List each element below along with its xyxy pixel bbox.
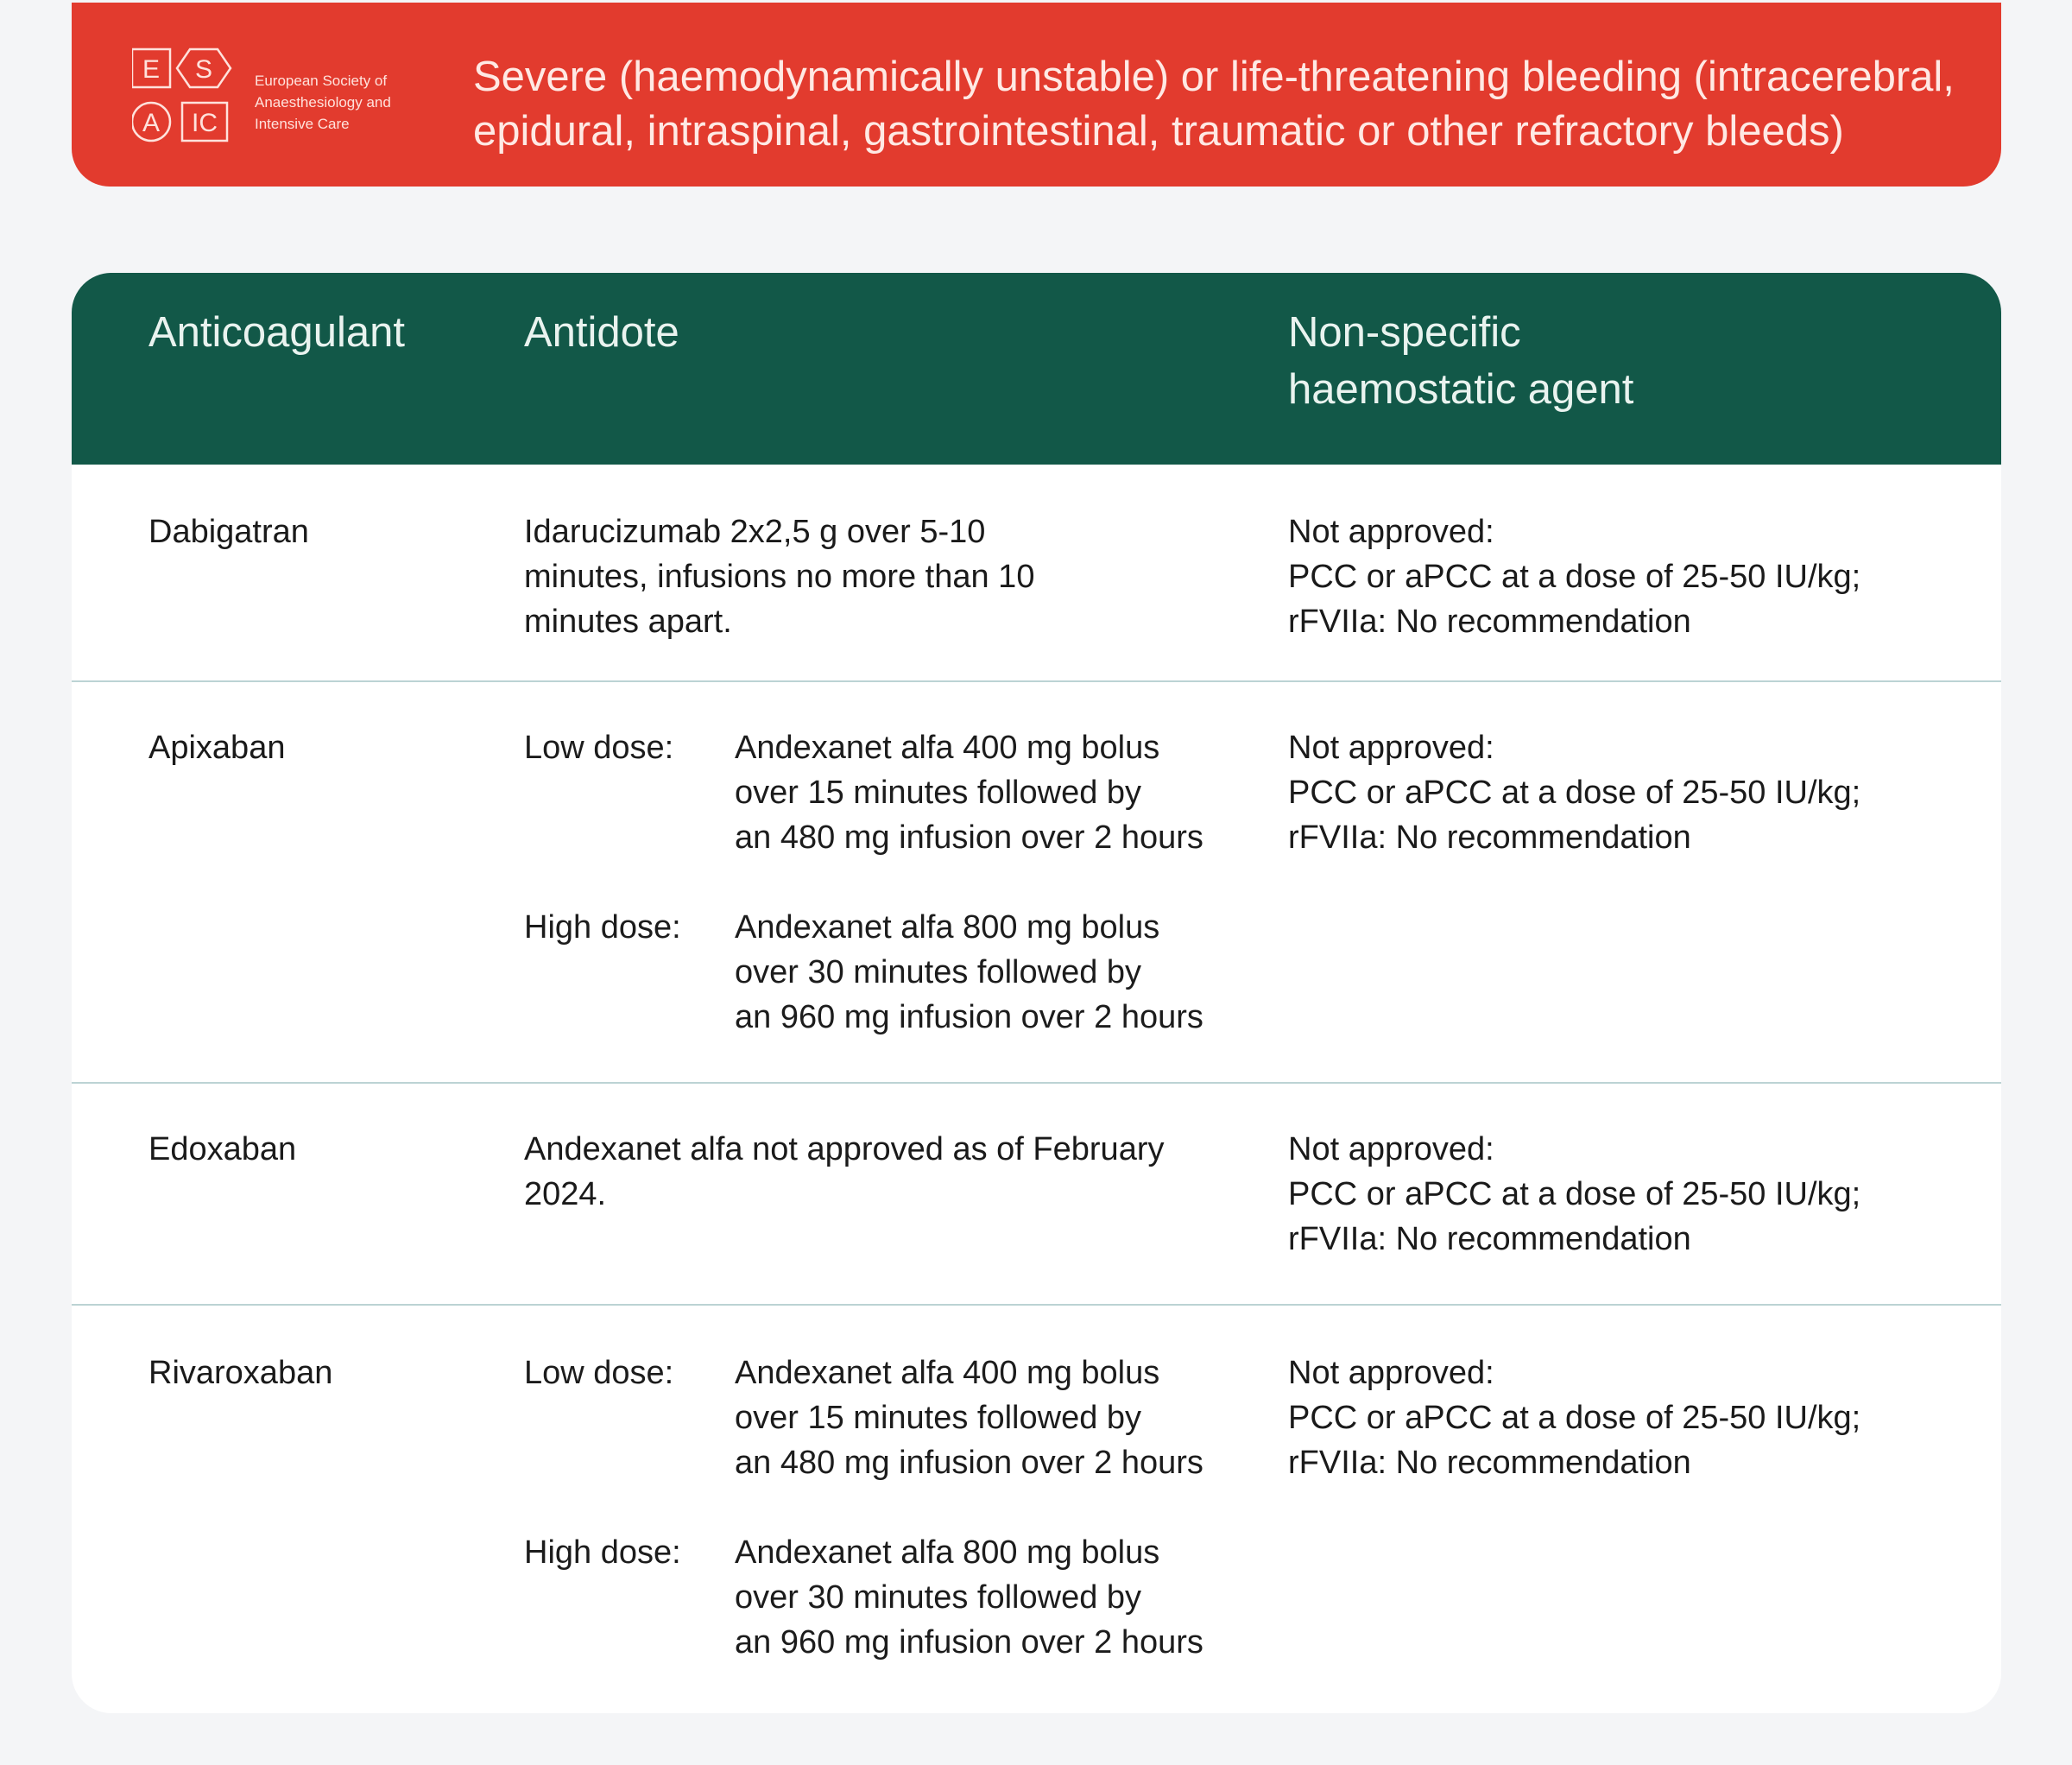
antidote-line: Idarucizumab 2x2,5 g over 5-10 xyxy=(524,514,986,550)
antidote-line: Andexanet alfa not approved as of February xyxy=(524,1131,1165,1167)
header-banner xyxy=(72,3,2001,187)
dose-line: an 480 mg infusion over 2 hours xyxy=(735,819,1203,856)
low-dose-label: Low dose: xyxy=(524,1355,674,1391)
high-dose-text xyxy=(735,905,1270,1040)
anticoagulant-name: Edoxaban xyxy=(148,1131,297,1167)
nonspecific-line: rFVIIa: No recommendation xyxy=(1288,1445,1691,1481)
nonspecific-line: Not approved: xyxy=(1288,730,1494,766)
dose-line: over 30 minutes followed by xyxy=(735,1579,1142,1616)
logo-text-line: Intensive Care xyxy=(255,116,350,132)
nonspecific-line: PCC or aPCC at a dose of 25-50 IU/kg; xyxy=(1288,775,1861,811)
low-dose-text xyxy=(735,1351,1270,1485)
header-nonspecific xyxy=(1288,304,1633,418)
header-antidote: Antidote xyxy=(524,309,679,356)
logo-text-line: European Society of xyxy=(255,73,388,89)
logo-letter-e: E xyxy=(142,55,161,84)
antidote-line: minutes, infusions no more than 10 xyxy=(524,559,1035,595)
nonspecific-text xyxy=(1288,725,1961,860)
logo-text-line: Anaesthesiology and xyxy=(255,94,391,111)
antidote-line: 2024. xyxy=(524,1176,607,1212)
antidote-table xyxy=(72,273,2001,1713)
antidote-text xyxy=(524,1127,1241,1217)
table-header xyxy=(72,273,2001,465)
nonspecific-text xyxy=(1288,509,1961,644)
antidote-text xyxy=(524,509,1241,644)
logo-letter-a: A xyxy=(142,109,161,137)
anticoagulant-name: Rivaroxaban xyxy=(148,1355,333,1391)
high-dose-text xyxy=(735,1530,1270,1665)
dose-line: Andexanet alfa 400 mg bolus xyxy=(735,730,1160,766)
dose-line: Andexanet alfa 800 mg bolus xyxy=(735,909,1160,946)
logo-letter-ic: IC xyxy=(192,109,218,137)
nonspecific-text xyxy=(1288,1127,1961,1262)
dose-line: over 30 minutes followed by xyxy=(735,954,1142,990)
title-line: epidural, intraspinal, gastrointestinal, traumatic or other refractory bleeds) xyxy=(473,108,1844,155)
nonspecific-line: Not approved: xyxy=(1288,1355,1494,1391)
table-row xyxy=(72,1306,2001,1713)
high-dose-label: High dose: xyxy=(524,909,681,946)
dose-line: an 960 mg infusion over 2 hours xyxy=(735,999,1203,1035)
nonspecific-line: rFVIIa: No recommendation xyxy=(1288,1221,1691,1257)
header-nonspecific-line: haemostatic agent xyxy=(1288,366,1634,413)
table-row xyxy=(72,1084,2001,1306)
dose-line: Andexanet alfa 800 mg bolus xyxy=(735,1534,1160,1571)
dose-line: over 15 minutes followed by xyxy=(735,1400,1142,1436)
dose-line: Andexanet alfa 400 mg bolus xyxy=(735,1355,1160,1391)
nonspecific-line: rFVIIa: No recommendation xyxy=(1288,819,1691,856)
low-dose-label: Low dose: xyxy=(524,730,674,766)
dose-line: over 15 minutes followed by xyxy=(735,775,1142,811)
nonspecific-line: rFVIIa: No recommendation xyxy=(1288,604,1691,640)
antidote-line: minutes apart. xyxy=(524,604,732,640)
anticoagulant-name: Apixaban xyxy=(148,730,286,766)
nonspecific-line: PCC or aPCC at a dose of 25-50 IU/kg; xyxy=(1288,1400,1861,1436)
anticoagulant-name: Dabigatran xyxy=(148,514,309,550)
page-title xyxy=(473,50,1975,159)
title-line: Severe (haemodynamically unstable) or life-threatening bleeding (intracerebral, xyxy=(473,54,1955,100)
nonspecific-line: PCC or aPCC at a dose of 25-50 IU/kg; xyxy=(1288,1176,1861,1212)
nonspecific-line: PCC or aPCC at a dose of 25-50 IU/kg; xyxy=(1288,559,1861,595)
nonspecific-line: Not approved: xyxy=(1288,514,1494,550)
dose-line: an 960 mg infusion over 2 hours xyxy=(735,1624,1203,1661)
nonspecific-text xyxy=(1288,1351,1961,1485)
dose-line: an 480 mg infusion over 2 hours xyxy=(735,1445,1203,1481)
table-row xyxy=(72,465,2001,682)
nonspecific-line: Not approved: xyxy=(1288,1131,1494,1167)
logo-text xyxy=(255,70,427,135)
low-dose-text xyxy=(735,725,1270,860)
header-anticoagulant: Anticoagulant xyxy=(148,309,405,356)
logo-letter-s: S xyxy=(194,55,213,84)
header-nonspecific-line: Non-specific xyxy=(1288,309,1521,356)
table-row xyxy=(72,682,2001,1084)
high-dose-label: High dose: xyxy=(524,1534,681,1571)
